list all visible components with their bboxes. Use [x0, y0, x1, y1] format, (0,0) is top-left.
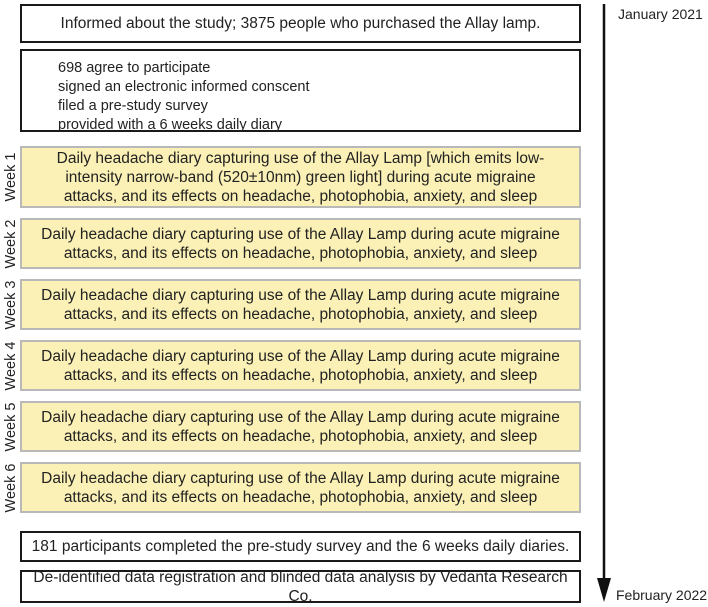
completed-box: [20, 531, 581, 562]
participation-box: [20, 49, 581, 132]
informed-box: [20, 4, 581, 43]
week-3-box: [20, 279, 581, 330]
completed-text: 181 participants completed the pre-study survey and the 6 weeks daily diaries.: [31, 538, 570, 555]
week-4-label: Week 4: [3, 341, 19, 390]
week-5-box: [20, 401, 581, 452]
timeline-start-label: January 2021: [618, 6, 703, 22]
week-5-text: Daily headache diary capturing use of the Allay Lamp during acute migraine attacks, and its effects on headache, photophobia, anxiety, and sleep: [41, 408, 560, 445]
week-2-text: Daily headache diary capturing use of the Allay Lamp during acute migraine attacks, and its effects on headache, photophobia, anxiety, and sleep: [41, 225, 560, 262]
week-2-box: [20, 218, 581, 269]
deidentified-text: De-identified data registration and blinded data analysis by Vedanta Research Co.: [33, 568, 568, 605]
week-1-label: Week 1: [3, 152, 19, 202]
week-6-box: [20, 462, 581, 513]
week-6-text: Daily headache diary capturing use of the Allay Lamp during acute migraine attacks, and its effects on headache, photophobia, anxiety, and sleep: [41, 469, 560, 506]
participation-line-2: signed an electronic informed conscent: [58, 79, 310, 95]
timeline-end-label: February 2022: [616, 587, 708, 603]
participation-line-3: filed a pre-study survey: [58, 98, 208, 114]
timeline-arrowhead: [597, 578, 611, 602]
participation-line-1: 698 agree to participate: [58, 60, 211, 76]
participation-line-4: provided with a 6 weeks daily diary: [58, 117, 283, 133]
week-3-label: Week 3: [3, 280, 19, 329]
week-1-box: [20, 146, 581, 208]
week-4-box: [20, 340, 581, 391]
week-4-text: Daily headache diary capturing use of the Allay Lamp during acute migraine attacks, and its effects on headache, photophobia, anxiety, and sleep: [41, 347, 560, 384]
week-6-label: Week 6: [3, 463, 19, 512]
week-2-label: Week 2: [3, 219, 19, 268]
week-5-label: Week 5: [3, 402, 19, 451]
week-3-text: Daily headache diary capturing use of the Allay Lamp during acute migraine attacks, and its effects on headache, photophobia, anxiety, and sleep: [41, 286, 560, 323]
informed-text: Informed about the study; 3875 people who purchased the Allay lamp.: [60, 15, 541, 32]
week-1-text: Daily headache diary capturing use of the Allay Lamp [which emits low-intensity narrow-band (520±10nm) green light] during acute migraine attacks, and its effects on headache, photophobia, anxiety, and sleep: [56, 149, 545, 205]
deidentified-box: [20, 570, 581, 603]
timeline-arrow: [594, 0, 614, 607]
